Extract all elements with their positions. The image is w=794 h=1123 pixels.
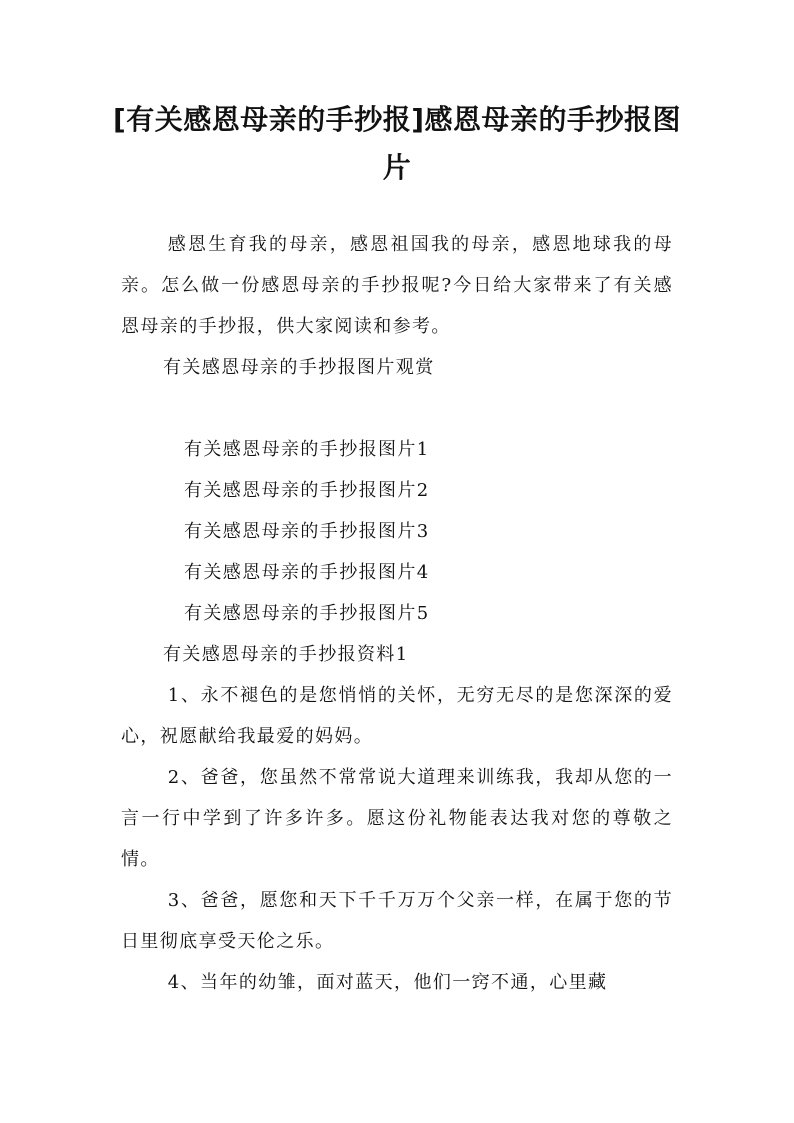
- materials-heading: 有关感恩母亲的手抄报资料1: [163, 644, 409, 665]
- image-caption-2: 有关感恩母亲的手抄报图片2: [184, 480, 430, 501]
- image-caption-5: 有关感恩母亲的手抄报图片5: [184, 603, 430, 624]
- material-item-2: 2、爸爸，您虽然不常常说大道理来训练我，我却从您的一言一行中学到了许多许多。愿这份礼物能表达我对您的尊敬之情。: [121, 767, 673, 870]
- material-item-4: 4、当年的幼雏，面对蓝天，他们一窍不通，心里藏: [167, 972, 608, 993]
- intro-paragraph: 感恩生育我的母亲，感恩祖国我的母亲，感恩地球我的母亲。怎么做一份感恩母亲的手抄报呢?今日给大家带来了有关感恩母亲的手抄报，供大家阅读和参考。: [121, 234, 673, 337]
- image-caption-3: 有关感恩母亲的手抄报图片3: [184, 521, 430, 542]
- image-placeholder-gap: [121, 388, 673, 429]
- section-heading: 有关感恩母亲的手抄报图片观赏: [163, 357, 435, 378]
- document-body: [121, 224, 673, 1003]
- document-title: [有关感恩母亲的手抄报]感恩母亲的手抄报图片: [112, 103, 682, 184]
- image-caption-1: 有关感恩母亲的手抄报图片1: [184, 439, 430, 460]
- image-caption-4: 有关感恩母亲的手抄报图片4: [184, 562, 430, 583]
- material-item-1: 1、永不褪色的是您悄悄的关怀，无穷无尽的是您深深的爱心，祝愿献给我最爱的妈妈。: [121, 685, 673, 747]
- material-item-3: 3、爸爸，愿您和天下千千万万个父亲一样，在属于您的节日里彻底享受天伦之乐。: [121, 890, 673, 952]
